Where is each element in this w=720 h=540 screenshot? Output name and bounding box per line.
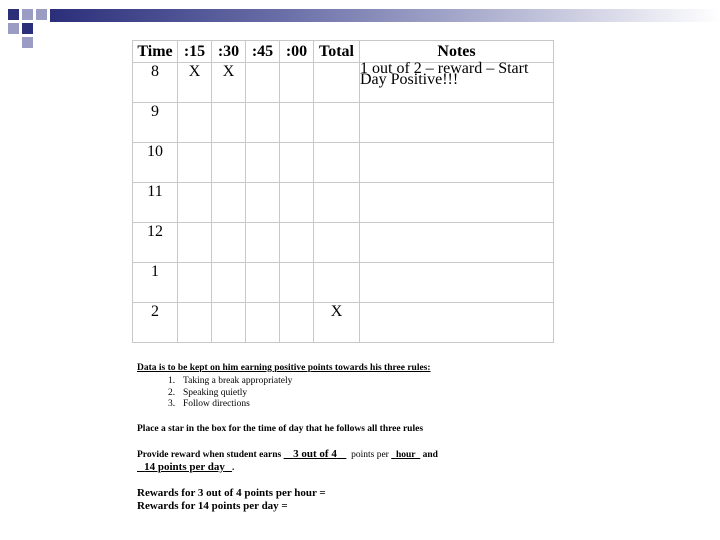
header-notes: Notes (360, 41, 554, 63)
reward-points-value: 3 out of 4 (293, 448, 337, 460)
mark-cell[interactable] (246, 143, 280, 183)
rewards-day-label: Rewards for 14 points per day = (137, 500, 288, 512)
total-cell[interactable]: X (314, 303, 360, 343)
mark-cell[interactable] (212, 143, 246, 183)
mark-cell[interactable] (246, 63, 280, 103)
mark-cell[interactable] (246, 263, 280, 303)
table-row (133, 63, 554, 103)
behavior-chart-table (132, 40, 554, 343)
reward-points-field[interactable] (284, 450, 347, 460)
header-gradient-bar (50, 9, 720, 22)
header-30: :30 (212, 41, 246, 63)
rule-text: Follow directions (183, 399, 250, 409)
rule-text: Taking a break appropriately (183, 376, 293, 386)
mark-cell[interactable] (280, 223, 314, 263)
notes-cell[interactable] (360, 223, 554, 263)
list-item (168, 376, 292, 388)
header-time: Time (133, 41, 178, 63)
mark-cell[interactable]: X (212, 63, 246, 103)
mark-cell[interactable] (246, 303, 280, 343)
total-cell[interactable] (314, 263, 360, 303)
mark-cell[interactable] (246, 223, 280, 263)
mark-cell[interactable] (280, 303, 314, 343)
table-row (133, 303, 554, 343)
reward-mid: points per (351, 450, 389, 460)
mark-cell[interactable] (178, 183, 212, 223)
header-00: :00 (280, 41, 314, 63)
mark-cell[interactable] (212, 303, 246, 343)
mark-cell[interactable] (178, 103, 212, 143)
reward-day-value: 14 points per day (144, 461, 225, 473)
header-total: Total (314, 41, 360, 63)
instructions-heading: Data is to be kept on him earning positive points towards his three rules: (137, 363, 431, 373)
reward-line (137, 448, 438, 460)
table-row (133, 143, 554, 183)
mark-cell[interactable] (212, 223, 246, 263)
header-45: :45 (246, 41, 280, 63)
total-cell[interactable] (314, 223, 360, 263)
reward-day-field[interactable] (137, 461, 235, 473)
mark-cell[interactable] (178, 263, 212, 303)
time-cell: 12 (133, 223, 178, 263)
reward-and: and (422, 450, 438, 460)
mark-cell[interactable] (280, 183, 314, 223)
mark-cell[interactable] (178, 303, 212, 343)
reward-end: . (232, 463, 235, 473)
mark-cell[interactable] (280, 103, 314, 143)
table-row (133, 183, 554, 223)
mark-cell[interactable] (212, 183, 246, 223)
time-cell: 9 (133, 103, 178, 143)
list-item (168, 388, 292, 400)
rule-number: 2. (168, 387, 176, 398)
time-cell: 10 (133, 143, 178, 183)
reward-unit-value: hour (395, 450, 416, 460)
notes-cell[interactable] (360, 103, 554, 143)
total-cell[interactable] (314, 143, 360, 183)
mark-cell[interactable] (246, 103, 280, 143)
table-row (133, 263, 554, 303)
rule-text: Speaking quietly (183, 387, 248, 398)
mark-cell[interactable] (178, 223, 212, 263)
time-cell: 11 (133, 183, 178, 223)
rewards-hour-label: Rewards for 3 out of 4 points per hour = (137, 487, 326, 499)
mark-cell[interactable] (212, 103, 246, 143)
notes-cell[interactable]: 1 out of 2 – reward – Start Day Positive!!! (360, 63, 554, 103)
time-cell: 8 (133, 63, 178, 103)
time-cell: 2 (133, 303, 178, 343)
reward-prefix: Provide reward when student earns (137, 450, 282, 460)
header-15: :15 (178, 41, 212, 63)
mark-cell[interactable] (178, 143, 212, 183)
table-row (133, 223, 554, 263)
rules-list (168, 376, 292, 411)
notes-cell[interactable] (360, 303, 554, 343)
mark-cell[interactable]: X (178, 63, 212, 103)
mark-cell[interactable] (246, 183, 280, 223)
mark-cell[interactable] (280, 143, 314, 183)
total-cell[interactable] (314, 183, 360, 223)
rule-number: 1. (168, 376, 176, 386)
total-cell[interactable] (314, 103, 360, 143)
time-cell: 1 (133, 263, 178, 303)
total-cell[interactable] (314, 63, 360, 103)
notes-cell[interactable] (360, 183, 554, 223)
star-instruction: Place a star in the box for the time of day that he follows all three rules (137, 424, 424, 434)
notes-cell[interactable] (360, 143, 554, 183)
reward-day-line (137, 461, 234, 473)
table-row (133, 103, 554, 143)
rule-number: 3. (168, 399, 176, 409)
mark-cell[interactable] (280, 63, 314, 103)
reward-unit-field[interactable] (391, 450, 420, 460)
notes-cell[interactable] (360, 263, 554, 303)
mark-cell[interactable] (280, 263, 314, 303)
mark-cell[interactable] (212, 263, 246, 303)
list-item (168, 399, 292, 411)
